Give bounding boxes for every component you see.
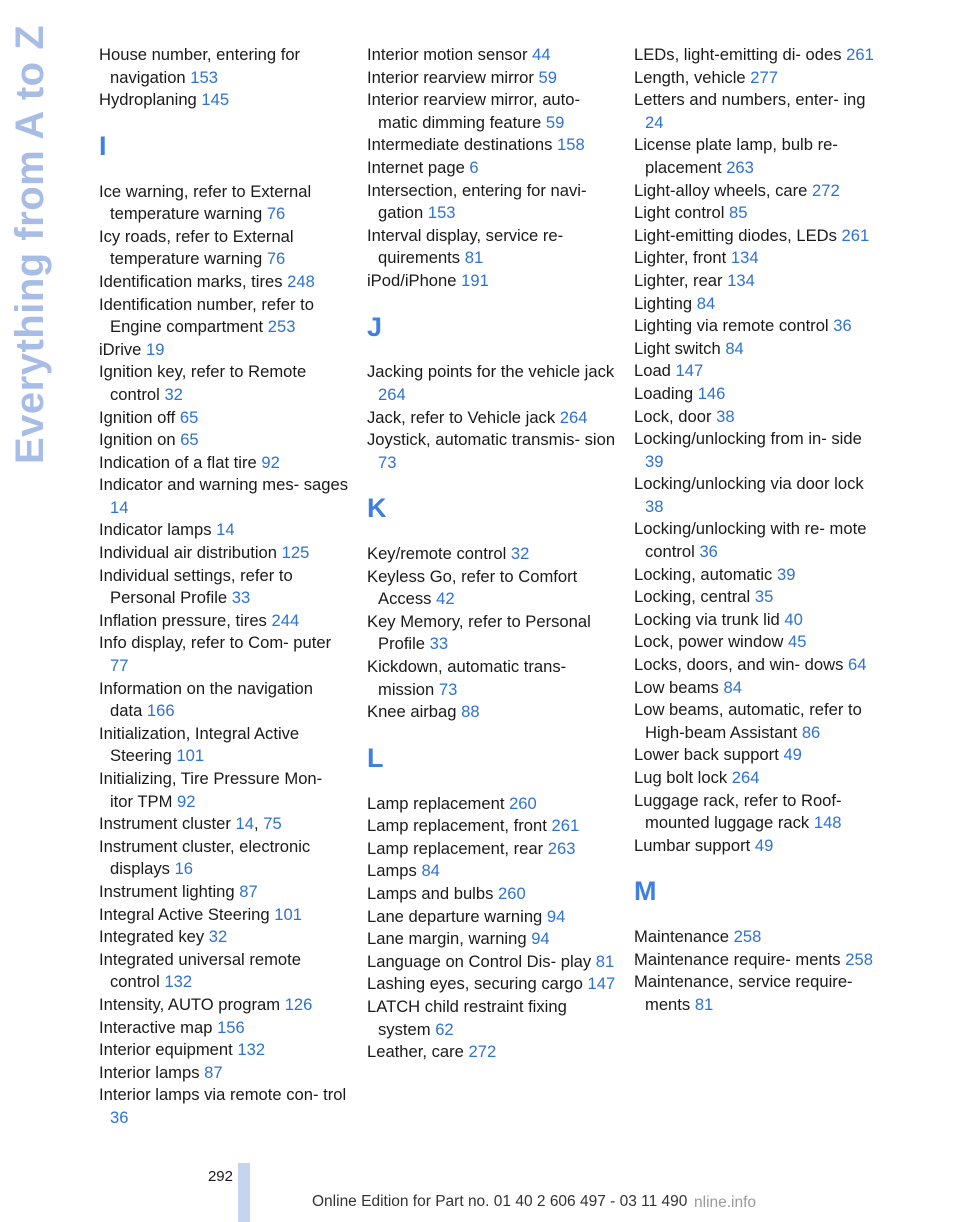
- index-entry-term: iPod/iPhone: [367, 270, 457, 290]
- page-reference-link[interactable]: 24: [645, 112, 664, 132]
- index-entry-term: Key/remote control: [367, 544, 507, 564]
- index-entry-term: Lighting via remote control: [634, 316, 829, 336]
- index-entry: [367, 44, 617, 67]
- index-entry: [367, 838, 617, 861]
- index-entry: [99, 610, 349, 633]
- page-reference-link[interactable]: 147: [587, 974, 616, 994]
- index-entry-term: Ice warning, refer to External temperature warning: [99, 181, 312, 224]
- index-entry: [99, 452, 349, 475]
- index-entry: [634, 767, 884, 790]
- page-reference-link[interactable]: 134: [730, 248, 759, 268]
- index-entry-term: Lamp replacement, front: [367, 816, 547, 836]
- index-entry: [634, 180, 884, 203]
- page-reference-link[interactable]: 73: [438, 679, 458, 699]
- index-entry: [99, 1039, 349, 1062]
- index-entry-term: Lamp replacement, rear: [367, 838, 544, 858]
- page-reference-link[interactable]: 39: [645, 451, 664, 471]
- index-entry: [634, 971, 884, 1016]
- index-entry-term: Language on Control Dis‐ play: [367, 951, 592, 971]
- index-entry-term: Lug bolt lock: [634, 768, 728, 787]
- page-reference-link[interactable]: 166: [146, 701, 175, 721]
- index-entry-term: Low beams, automatic, refer to High-beam Assistant: [634, 700, 862, 742]
- page-reference-link[interactable]: 272: [468, 1042, 497, 1062]
- index-entry: [367, 928, 617, 951]
- index-entry: [99, 904, 349, 927]
- page-reference-link[interactable]: 86: [801, 722, 821, 742]
- section-letter: M: [634, 876, 657, 907]
- index-entry: [634, 338, 884, 361]
- index-entry-term: Initializing, Tire Pressure Mon‐ itor TPM: [99, 769, 323, 811]
- index-entry-term: Interior rearview mirror: [367, 67, 534, 87]
- index-entry: [99, 226, 349, 271]
- index-entry-term: Intermediate destinations: [367, 135, 553, 155]
- page-reference-link[interactable]: 65: [180, 430, 199, 450]
- page-reference-link[interactable]: 132: [237, 1040, 266, 1060]
- index-entry-term: Locking/unlocking via door lock: [634, 474, 864, 494]
- index-entry: [634, 926, 884, 949]
- page-reference-link[interactable]: 260: [509, 793, 537, 813]
- index-entry-term: Keyless Go, refer to Comfort Access: [367, 566, 578, 609]
- index-entry-term: Locking, central: [634, 587, 751, 607]
- index-entry-term: Lighting: [634, 293, 693, 313]
- index-entry-term: Maintenance: [634, 927, 730, 947]
- index-entry: [634, 473, 884, 518]
- index-entry: [634, 247, 884, 270]
- index-entry-term: Light-emitting diodes, LEDs: [634, 225, 837, 245]
- index-entry-term: Ignition off: [99, 407, 176, 427]
- index-entry: [634, 134, 884, 179]
- index-entry: [634, 270, 884, 293]
- page-reference-link[interactable]: 44: [532, 45, 551, 64]
- index-entry-term: Lamps and bulbs: [367, 884, 494, 904]
- index-entry: [634, 835, 884, 858]
- page-reference-link[interactable]: 261: [551, 816, 580, 836]
- index-entry-term: Lock, power window: [634, 632, 784, 652]
- index-entry: [99, 632, 349, 677]
- index-entry-term: Indication of a flat tire: [99, 452, 257, 472]
- page-reference-link[interactable]: 33: [231, 588, 251, 608]
- index-entry: [634, 564, 884, 587]
- index-entry-term: Individual settings, refer to Personal Profile: [99, 565, 293, 608]
- index-entry: [634, 202, 884, 225]
- index-entry-term: Lashing eyes, securing cargo: [367, 974, 583, 994]
- index-entry-term: Lane margin, warning: [367, 929, 527, 949]
- index-entry-term: Indicator lamps: [99, 520, 212, 540]
- page-reference-link[interactable]: 153: [427, 203, 456, 223]
- page-reference-link[interactable]: 147: [675, 361, 704, 381]
- index-entry: [634, 677, 884, 700]
- index-entry: [367, 89, 617, 134]
- page-reference-link[interactable]: 191: [461, 270, 489, 290]
- index-entry-term: Integral Active Steering: [99, 904, 270, 924]
- index-entry: [99, 89, 349, 112]
- page-reference-link[interactable]: 59: [545, 112, 565, 132]
- index-entry: [367, 611, 617, 656]
- index-entry-term: Key Memory, refer to Personal Profile: [367, 611, 591, 654]
- page-reference-link[interactable]: 84: [725, 338, 744, 358]
- page-reference-link[interactable]: 258: [845, 949, 873, 969]
- index-entry: [367, 883, 617, 906]
- index-entry-term: Info display, refer to Com‐ puter: [99, 633, 332, 653]
- page-reference-link[interactable]: 88: [461, 702, 480, 722]
- index-entry-term: Locking/unlocking from in‐ side: [634, 429, 862, 449]
- index-entry-term: Interior lamps: [99, 1062, 200, 1082]
- index-entry: [634, 315, 884, 338]
- index-entry-term: Low beams: [634, 677, 719, 697]
- index-entry: [367, 67, 617, 90]
- page-reference-link[interactable]: 244: [271, 610, 300, 630]
- page-reference-link[interactable]: 36: [110, 1107, 129, 1127]
- page-reference-link[interactable]: 75: [263, 814, 282, 834]
- index-entry-term: Luggage rack, refer to Roof-mounted luggage rack: [634, 790, 842, 833]
- index-column-1: [99, 44, 349, 1130]
- page-reference-link[interactable]: 16: [174, 859, 194, 879]
- index-entry-term: Internet page: [367, 157, 465, 177]
- index-entry-term: Locks, doors, and win‐ dows: [634, 655, 844, 675]
- index-entry-term: Icy roads, refer to External temperature warning: [99, 226, 294, 269]
- index-entry: [634, 518, 884, 563]
- page-reference-link[interactable]: 73: [378, 452, 397, 472]
- page-reference-link[interactable]: 81: [464, 248, 484, 268]
- page-reference-link[interactable]: 32: [164, 384, 183, 404]
- index-entry-term: Lamp replacement: [367, 793, 505, 813]
- index-entry-term: Locking via trunk lid: [634, 609, 780, 629]
- index-entry: [367, 860, 617, 883]
- index-entry-term: Instrument cluster: [99, 814, 231, 834]
- index-column-2: [367, 44, 617, 1064]
- index-entry: [99, 1017, 349, 1040]
- page-reference-link[interactable]: 264: [559, 407, 588, 427]
- index-entry-term: Information on the navigation data: [99, 678, 314, 721]
- page-reference-link[interactable]: 277: [750, 67, 778, 87]
- index-entry: [634, 89, 884, 134]
- page-reference-link[interactable]: 260: [498, 884, 526, 904]
- page-reference-link[interactable]: 6: [469, 157, 479, 177]
- section-letter: J: [367, 311, 383, 342]
- index-entry-term: Kickdown, automatic trans‐ mission: [367, 657, 567, 699]
- page-reference-link[interactable]: 126: [284, 994, 313, 1014]
- index-entry: [367, 566, 617, 611]
- page-reference-link[interactable]: 76: [266, 249, 286, 269]
- index-entry: [367, 793, 617, 816]
- index-entry-term: Length, vehicle: [634, 67, 746, 87]
- index-entry: [99, 1062, 349, 1085]
- index-entry: [99, 407, 349, 430]
- page-reference-link[interactable]: 45: [788, 632, 807, 652]
- index-entry-term: Letters and numbers, enter‐ ing: [634, 90, 866, 110]
- index-entry-term: Lighter, rear: [634, 270, 723, 290]
- index-entry-term: Indicator and warning mes‐ sages: [99, 475, 349, 495]
- page-reference-link[interactable]: 263: [726, 157, 754, 177]
- index-column-3: [634, 44, 884, 1017]
- watermark-text: nline.info: [694, 1194, 757, 1211]
- index-entry-term: Interior rearview mirror, auto‐ matic dimming feature: [367, 90, 581, 132]
- index-entry-term: Knee airbag: [367, 702, 457, 722]
- page-reference-link[interactable]: 33: [429, 634, 449, 654]
- index-entry-term: Interior motion sensor: [367, 45, 528, 64]
- index-entry: [634, 406, 884, 429]
- page-reference-link[interactable]: 40: [784, 609, 803, 629]
- page-reference-link[interactable]: 38: [645, 496, 664, 516]
- page-reference-link[interactable]: 258: [733, 927, 762, 947]
- page-reference-link[interactable]: 49: [754, 835, 774, 855]
- index-entry-term: LEDs, light-emitting di‐ odes: [634, 45, 842, 64]
- page-reference-link[interactable]: 81: [595, 951, 615, 971]
- page-reference-link[interactable]: 85: [729, 203, 748, 223]
- index-entry: [99, 994, 349, 1017]
- index-entry: [367, 225, 617, 270]
- index-entry: [634, 654, 884, 677]
- page-reference-link[interactable]: 125: [281, 543, 310, 563]
- index-entry-term: Joystick, automatic transmis‐ sion: [367, 430, 616, 450]
- index-entry-term: Intensity, AUTO program: [99, 994, 281, 1014]
- index-entry: [99, 271, 349, 294]
- page-reference-link[interactable]: 76: [266, 204, 286, 224]
- page-reference-link[interactable]: 146: [697, 383, 726, 403]
- page-reference-link[interactable]: 81: [694, 994, 714, 1014]
- section-side-title: Everything from A to Z: [8, 24, 52, 464]
- index-entry-term: Leather, care: [367, 1042, 464, 1062]
- index-entry-term: License plate lamp, bulb re‐ placement: [634, 135, 838, 177]
- page-reference-link[interactable]: 49: [783, 745, 802, 765]
- section-letter: I: [99, 130, 107, 161]
- index-entry: [367, 701, 617, 724]
- index-entry: [367, 815, 617, 838]
- index-entry-term: Identification marks, tires: [99, 271, 283, 291]
- page-reference-link[interactable]: 253: [267, 317, 296, 337]
- index-entry-term: Integrated universal remote control: [99, 949, 302, 992]
- index-entry: [99, 678, 349, 723]
- index-entry: [367, 996, 617, 1041]
- index-entry-term: Maintenance, service require‐ ments: [634, 972, 853, 1014]
- page-reference-link[interactable]: 36: [699, 542, 718, 562]
- index-entry: [367, 157, 617, 180]
- index-entry-term: Lane departure warning: [367, 906, 543, 926]
- index-entry-term: Initialization, Integral Active Steering: [99, 723, 300, 766]
- index-entry: [367, 180, 617, 225]
- page-reference-link[interactable]: 101: [274, 904, 302, 924]
- page-reference-link[interactable]: 94: [531, 929, 550, 949]
- index-entry: [99, 949, 349, 994]
- page-reference-link[interactable]: 101: [176, 746, 205, 766]
- index-entry: [99, 881, 349, 904]
- footer-edition-text: Online Edition for Part no. 01 40 2 606 497 - 03 11 490: [312, 1193, 688, 1210]
- index-entry-term: Lower back support: [634, 745, 779, 765]
- index-entry-term: Instrument lighting: [99, 881, 235, 901]
- index-entry: [99, 926, 349, 949]
- index-entry: [99, 294, 349, 339]
- index-entry: [367, 951, 617, 974]
- index-entry: [99, 474, 349, 519]
- index-entry: [634, 428, 884, 473]
- index-entry-term: Ignition on: [99, 430, 176, 450]
- page-number: 292: [207, 1168, 233, 1185]
- index-entry-term: Interior lamps via remote con‐ trol: [99, 1085, 347, 1105]
- page-reference-link[interactable]: 77: [110, 656, 129, 676]
- index-entry: [634, 67, 884, 90]
- index-entry: [367, 656, 617, 701]
- index-entry: [367, 1041, 617, 1064]
- footer-bar: [238, 1163, 250, 1222]
- page-reference-link[interactable]: 264: [378, 384, 406, 404]
- index-entry-term: House number, entering for navigation: [99, 45, 301, 87]
- index-entry: [634, 609, 884, 632]
- index-entry-term: Jacking points for the vehicle jack: [367, 362, 615, 382]
- index-entry: [99, 181, 349, 226]
- section-letter: L: [367, 742, 384, 773]
- page-reference-link[interactable]: 32: [510, 544, 530, 564]
- index-entry: [99, 723, 349, 768]
- index-entry-term: Load: [634, 361, 671, 381]
- index-entry: [99, 429, 349, 452]
- index-entry-term: Interval display, service re‐ quirements: [367, 225, 564, 268]
- index-entry-term: Interactive map: [99, 1017, 213, 1037]
- index-entry: [99, 1084, 349, 1129]
- index-entry-term: LATCH child restraint fixing system: [367, 996, 567, 1039]
- index-entry: [367, 973, 617, 996]
- page-separator: ,: [253, 814, 259, 834]
- page-reference-link[interactable]: 261: [841, 225, 870, 245]
- index-entry-term: Integrated key: [99, 927, 205, 947]
- index-entry: [634, 586, 884, 609]
- index-entry: [634, 360, 884, 383]
- page-reference-link[interactable]: 59: [538, 67, 557, 87]
- page-reference-link[interactable]: 84: [723, 677, 742, 697]
- index-entry: [367, 543, 617, 566]
- index-entry: [367, 270, 617, 293]
- index-entry-term: Loading: [634, 383, 694, 403]
- index-entry-term: Instrument cluster, electronic displays: [99, 836, 311, 879]
- page-reference-link[interactable]: 35: [754, 587, 774, 607]
- page-reference-link[interactable]: 32: [208, 927, 228, 947]
- page-reference-link[interactable]: 134: [727, 270, 755, 290]
- index-entry: [367, 906, 617, 929]
- index-entry: [99, 836, 349, 881]
- index-entry: [634, 44, 884, 67]
- index-entry-term: Maintenance require‐ ments: [634, 949, 841, 969]
- index-entry: [634, 225, 884, 248]
- index-entry-term: Inflation pressure, tires: [99, 610, 267, 630]
- index-entry: [634, 744, 884, 767]
- index-entry-term: Light switch: [634, 338, 721, 358]
- page-reference-link[interactable]: 39: [776, 564, 796, 584]
- page-reference-link[interactable]: 64: [848, 655, 867, 675]
- index-entry: [367, 429, 617, 474]
- page-reference-link[interactable]: 158: [557, 135, 585, 155]
- index-entry: [99, 519, 349, 542]
- page-reference-link[interactable]: 62: [435, 1019, 454, 1039]
- index-entry-term: Lumbar support: [634, 835, 751, 855]
- section-letter: K: [367, 493, 387, 524]
- index-entry: [634, 949, 884, 972]
- page-reference-link[interactable]: 248: [287, 271, 315, 291]
- index-entry: [99, 542, 349, 565]
- page-reference-link[interactable]: 148: [813, 813, 842, 833]
- index-entry-term: Intersection, entering for navi‐ gation: [367, 180, 587, 223]
- index-entry-term: iDrive: [99, 339, 142, 359]
- page-reference-link[interactable]: 92: [261, 452, 280, 472]
- index-entry-term: Light-alloy wheels, care: [634, 180, 808, 200]
- index-entry: [634, 699, 884, 744]
- index-entry-term: Identification number, refer to Engine compartment: [99, 294, 314, 337]
- page-reference-link[interactable]: 153: [190, 67, 218, 87]
- page-reference-link[interactable]: 87: [239, 881, 258, 901]
- index-entry-term: Light control: [634, 203, 725, 223]
- index-entry: [367, 407, 617, 430]
- page-reference-link[interactable]: 38: [716, 406, 735, 426]
- index-entry-term: Ignition key, refer to Remote control: [99, 362, 307, 404]
- page-reference-link[interactable]: 156: [217, 1017, 245, 1037]
- page-reference-link[interactable]: 19: [146, 339, 165, 359]
- index-entry-term: Lock, door: [634, 406, 712, 426]
- index-entry: [99, 361, 349, 406]
- index-entry: [99, 768, 349, 813]
- index-entry: [99, 339, 349, 362]
- page-reference-link[interactable]: 42: [436, 589, 455, 609]
- index-entry-term: Hydroplaning: [99, 90, 197, 110]
- page-reference-link[interactable]: 36: [833, 316, 852, 336]
- index-entry: [367, 134, 617, 157]
- page-reference-link[interactable]: 261: [846, 45, 874, 64]
- page-reference-link[interactable]: 94: [546, 906, 566, 926]
- index-entry-term: Individual air distribution: [99, 543, 278, 563]
- index-entry: [367, 361, 617, 406]
- page-reference-link[interactable]: 132: [164, 972, 193, 992]
- page-reference-link[interactable]: 14: [110, 497, 129, 517]
- page-reference-link[interactable]: 145: [201, 90, 230, 110]
- page-reference-link[interactable]: 92: [177, 791, 196, 811]
- index-entry: [99, 44, 349, 89]
- index-entry: [634, 293, 884, 316]
- index-entry: [634, 631, 884, 654]
- index-entry-term: Jack, refer to Vehicle jack: [367, 407, 556, 427]
- page-reference-link[interactable]: 65: [179, 407, 199, 427]
- page-reference-link[interactable]: 14: [235, 814, 254, 834]
- index-entry: [99, 565, 349, 610]
- index-entry-term: Lighter, front: [634, 248, 727, 268]
- page-reference-link[interactable]: 84: [696, 293, 716, 313]
- index-entry-term: Locking, automatic: [634, 564, 773, 584]
- index-entry-term: Locking/unlocking with re‐ mote control: [634, 519, 867, 562]
- page-reference-link[interactable]: 264: [731, 768, 760, 787]
- index-entry: [99, 813, 349, 836]
- page-reference-link[interactable]: 84: [421, 861, 440, 881]
- page-reference-link[interactable]: 272: [812, 180, 840, 200]
- index-entry-term: Lamps: [367, 861, 417, 881]
- index-entry-term: Interior equipment: [99, 1040, 233, 1060]
- page-reference-link[interactable]: 14: [216, 520, 235, 540]
- page-reference-link[interactable]: 87: [204, 1062, 223, 1082]
- index-entry: [634, 790, 884, 835]
- page-reference-link[interactable]: 263: [547, 838, 576, 858]
- index-entry: [634, 383, 884, 406]
